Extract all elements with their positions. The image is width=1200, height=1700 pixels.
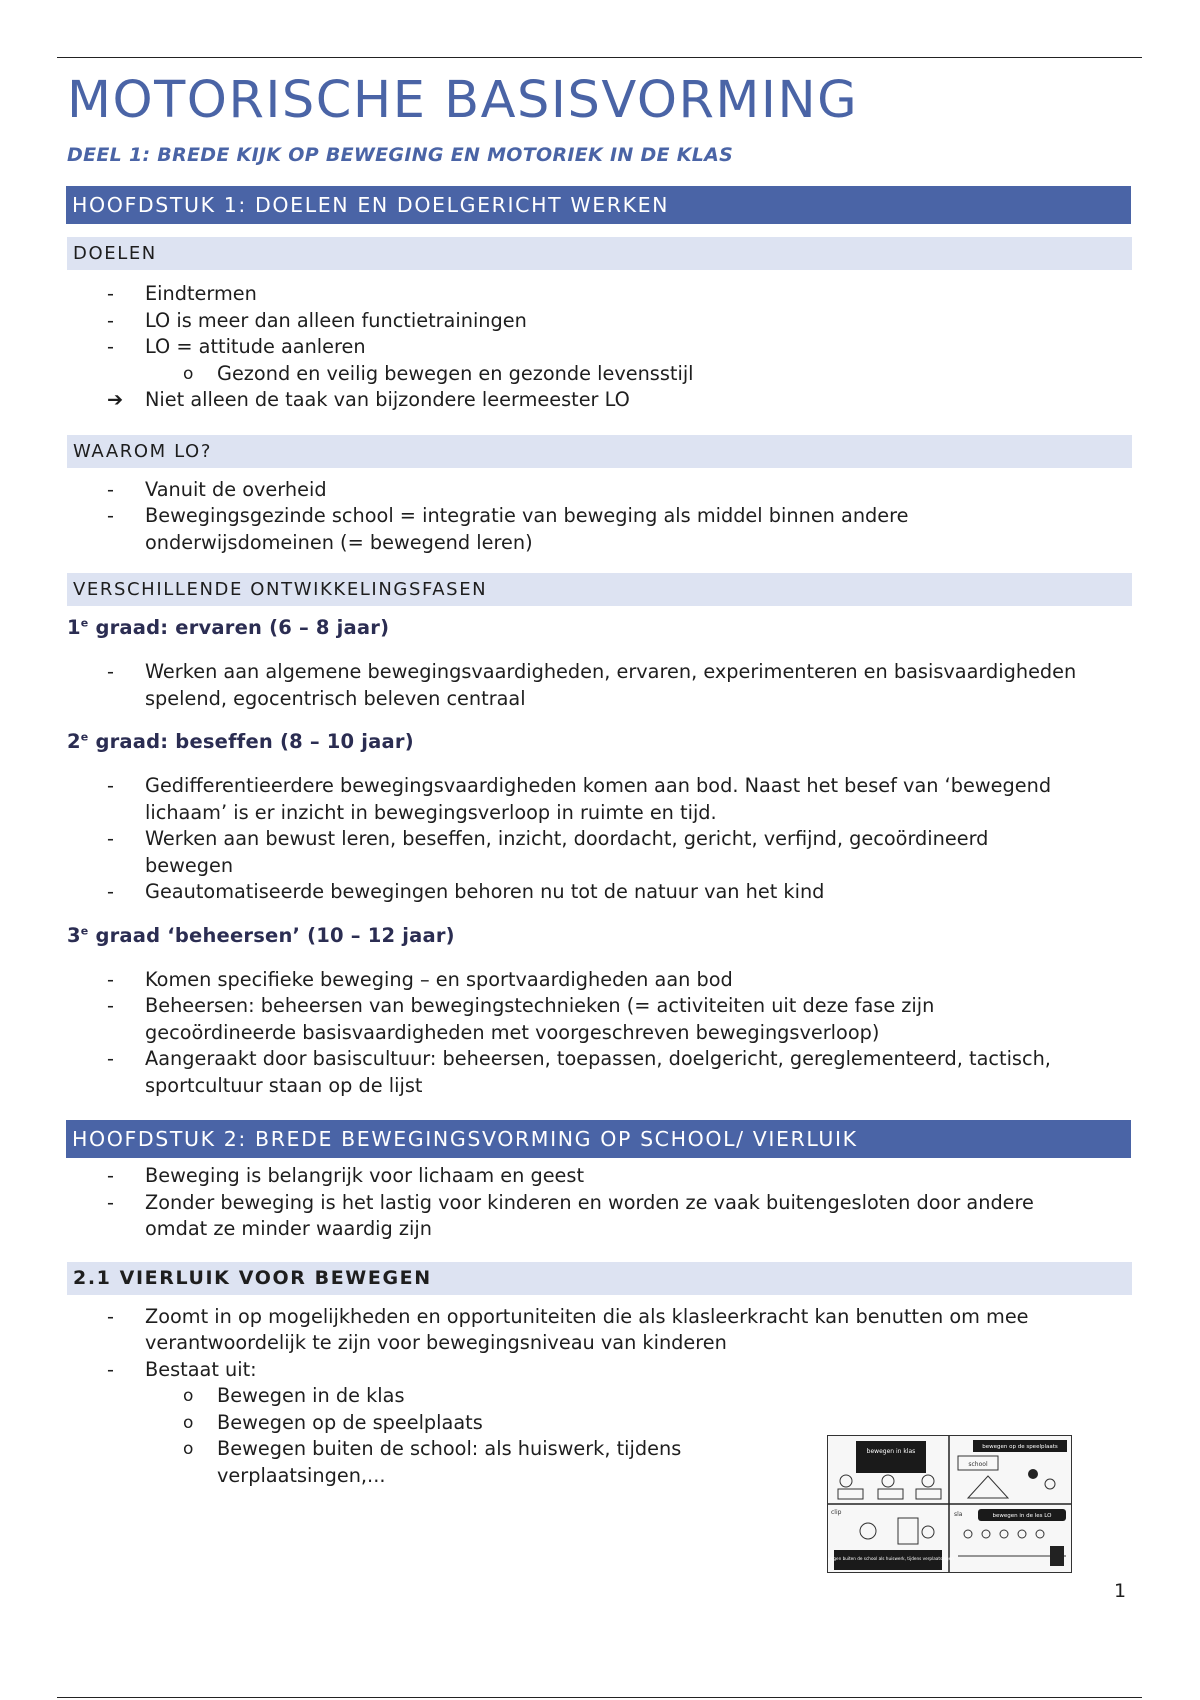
list-item: - Beheersen: beheersen van bewegingstechnieken (= activiteiten uit deze fase zijn bbox=[107, 994, 935, 1017]
list-item: - Zoomt in op mogelijkheden en opportuniteiten die als klasleerkracht kan benutten om mee bbox=[107, 1304, 1029, 1328]
list-item-continued: lichaam’ is er inzicht in bewegingsverloop in ruimte en tijd. bbox=[145, 800, 717, 824]
doelen-list bbox=[67, 281, 1132, 414]
list-item: - Gedifferentieerdere bewegingsvaardigheden komen aan bod. Naast het besef van ‘bewegend bbox=[107, 774, 1052, 797]
list-item: - LO is meer dan alleen functietrainingen bbox=[107, 308, 527, 332]
vierluik-illustration bbox=[827, 1435, 1072, 1573]
list-item: - LO = attitude aanleren bbox=[107, 335, 366, 358]
list-item-continued: sportcultuur staan op de lijst bbox=[145, 1073, 423, 1097]
list-item-continued: onderwijsdomeinen (= bewegend leren) bbox=[145, 530, 533, 554]
list-item: - Eindtermen bbox=[107, 282, 257, 305]
top-rule bbox=[57, 57, 1142, 58]
list-item-continued: verplaatsingen,... bbox=[217, 1463, 386, 1487]
graad3-list bbox=[67, 967, 1132, 1100]
chapter1-heading: HOOFDSTUK 1: DOELEN EN DOELGERICHT WERKEN bbox=[66, 186, 1131, 224]
list-item: - Aangeraakt door basiscultuur: beheersen, toepassen, doelgericht, gereglementeerd, tactisch, bbox=[107, 1047, 1051, 1070]
vierluik-drawing bbox=[828, 1436, 1071, 1572]
svg-text:bewegen buiten de school als h: bewegen buiten de school als huiswerk, tijdens verplaatsingen bbox=[828, 1556, 954, 1561]
list-item: - Komen specifieke beweging – en sportvaardigheden aan bod bbox=[107, 967, 733, 991]
list-item: - Vanuit de overheid bbox=[107, 477, 327, 501]
list-item: o Bewegen buiten de school: als huiswerk, tijdens bbox=[183, 1437, 682, 1460]
list-item: - Beweging is belangrijk voor lichaam en geest bbox=[107, 1164, 585, 1187]
bottom-rule bbox=[57, 1697, 1142, 1698]
graad2-list bbox=[67, 773, 1132, 906]
list-item-continued: spelend, egocentrisch beleven centraal bbox=[145, 686, 526, 710]
list-item: - Bewegingsgezinde school = integratie van beweging als middel binnen andere bbox=[107, 504, 909, 527]
waarom-heading: WAAROM LO? bbox=[67, 435, 1132, 468]
graad2-heading: 2e graad: beseffen (8 – 10 jaar) bbox=[67, 730, 414, 753]
graad3-heading: 3e graad ‘beheersen’ (10 – 12 jaar) bbox=[67, 923, 455, 947]
svg-text:sla: sla bbox=[954, 1511, 963, 1518]
page-subtitle: DEEL 1: BREDE KIJK OP BEWEGING EN MOTORIEK IN DE KLAS bbox=[67, 144, 734, 166]
doelen-heading: DOELEN bbox=[67, 237, 1132, 270]
list-item-continued: verantwoordelijk te zijn voor bewegingsniveau van kinderen bbox=[145, 1331, 727, 1354]
svg-text:clip: clip bbox=[831, 1509, 842, 1516]
list-item-continued: omdat ze minder waardig zijn bbox=[145, 1217, 432, 1240]
list-item-continued: gecoördineerde basisvaardigheden met voorgeschreven bewegingsverloop) bbox=[145, 1020, 880, 1044]
list-item: o Gezond en veilig bewegen en gezonde levensstijl bbox=[183, 361, 694, 385]
chapter2-list bbox=[67, 1163, 1132, 1243]
arrow-icon: ➔ bbox=[107, 388, 124, 411]
graad1-list bbox=[67, 659, 1132, 712]
list-item: - Werken aan algemene bewegingsvaardigheden, ervaren, experimenteren en basisvaardigheden bbox=[107, 660, 1077, 683]
chapter2-heading: HOOFDSTUK 2: BREDE BEWEGINGSVORMING OP SCHOOL/ VIERLUIK bbox=[66, 1120, 1131, 1158]
list-item-continued: bewegen bbox=[145, 853, 234, 877]
page-number: 1 bbox=[1114, 1580, 1127, 1602]
list-item: - Bestaat uit: bbox=[107, 1357, 257, 1381]
waarom-list bbox=[67, 477, 1132, 557]
svg-text:school: school bbox=[968, 1461, 988, 1468]
svg-text:bewegen op de speelplaats: bewegen op de speelplaats bbox=[982, 1444, 1058, 1450]
svg-text:bewegen in klas: bewegen in klas bbox=[866, 1448, 916, 1455]
page-content bbox=[67, 70, 1132, 1489]
list-item: ➔ Niet alleen de taak van bijzondere leermeester LO bbox=[67, 387, 1132, 414]
list-item: o Bewegen op de speelplaats bbox=[183, 1410, 483, 1434]
list-item: - Geautomatiseerde bewegingen behoren nu tot de natuur van het kind bbox=[107, 880, 825, 903]
vierluik-heading: 2.1 VIERLUIK VOOR BEWEGEN bbox=[67, 1262, 1132, 1295]
svg-text:bewegen in de les LO: bewegen in de les LO bbox=[992, 1513, 1052, 1519]
list-item: - Werken aan bewust leren, beseffen, inzicht, doordacht, gericht, verfijnd, gecoördineerd bbox=[107, 827, 989, 850]
page-title: MOTORISCHE BASISVORMING bbox=[67, 71, 859, 130]
list-item: o Bewegen in de klas bbox=[183, 1384, 405, 1407]
graad1-heading: 1e graad: ervaren (6 – 8 jaar) bbox=[67, 616, 390, 639]
list-item: - Zonder beweging is het lastig voor kinderen en worden ze vaak buitengesloten door andere bbox=[107, 1190, 1034, 1214]
fasen-heading: VERSCHILLENDE ONTWIKKELINGSFASEN bbox=[67, 573, 1132, 606]
